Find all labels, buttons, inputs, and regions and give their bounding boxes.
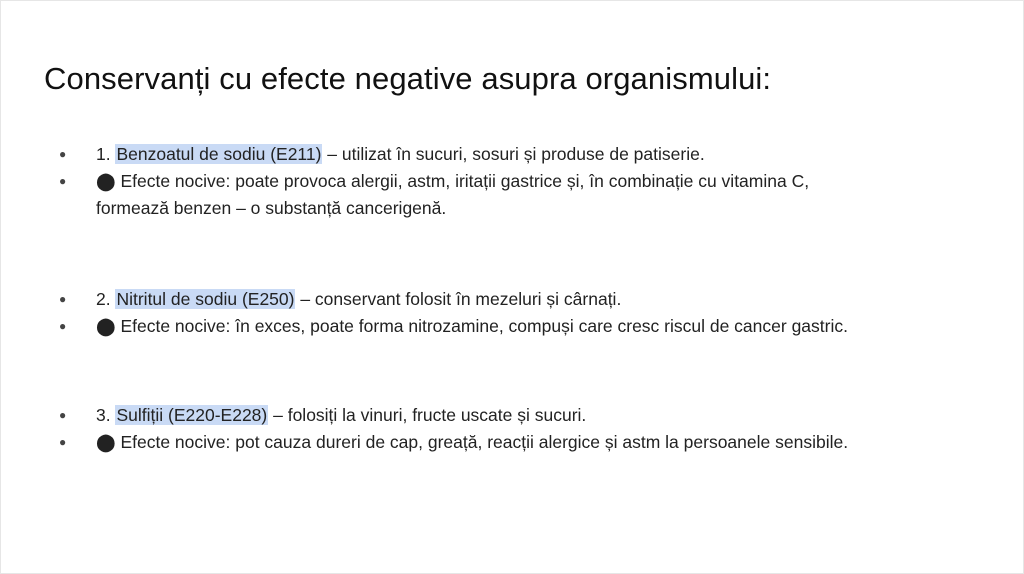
bullet-text [96, 141, 705, 168]
item-description: – folosiți la vinuri, fructe uscate și sucuri. [268, 405, 587, 425]
bullet-dot-icon: ● [59, 319, 67, 333]
effects-text: ⬤ Efecte nocive: pot cauza dureri de cap, greață, reacții alergice și astm la persoanele sensibile. [96, 432, 849, 452]
effects-text-continued: formează benzen – o substanță cancerigenă. [96, 198, 447, 218]
item-number: 3. [96, 405, 116, 425]
highlighted-term: Nitritul de sodiu (E250) [116, 289, 295, 309]
effects-text: ⬤ Efecte nocive: poate provoca alergii, astm, iritații gastrice și, în combinație cu vitamina C, [96, 171, 810, 191]
item-number: 2. [96, 289, 116, 309]
bullet-dot-icon: ● [59, 292, 67, 306]
bullet-dot-icon: ● [59, 147, 67, 161]
highlighted-term: Benzoatul de sodiu (E211) [116, 144, 322, 164]
item-number: 1. [96, 144, 116, 164]
bullet-dot-icon: ● [59, 174, 67, 188]
slide-title: Conservanți cu efecte negative asupra organismului: [44, 61, 772, 96]
bullet-dot-icon: ● [59, 435, 67, 449]
item-description: – utilizat în sucuri, sosuri și produse de patiserie. [322, 144, 705, 164]
effects-text: ⬤ Efecte nocive: în exces, poate forma nitrozamine, compuși care cresc riscul de cancer gastric. [96, 316, 848, 336]
highlighted-term: Sulfiții (E220-E228) [116, 405, 268, 425]
bullet-text [96, 402, 586, 429]
bullet-dot-icon: ● [59, 408, 67, 422]
item-description: – conservant folosit în mezeluri și cârnați. [295, 289, 622, 309]
bullet-text [96, 286, 621, 313]
